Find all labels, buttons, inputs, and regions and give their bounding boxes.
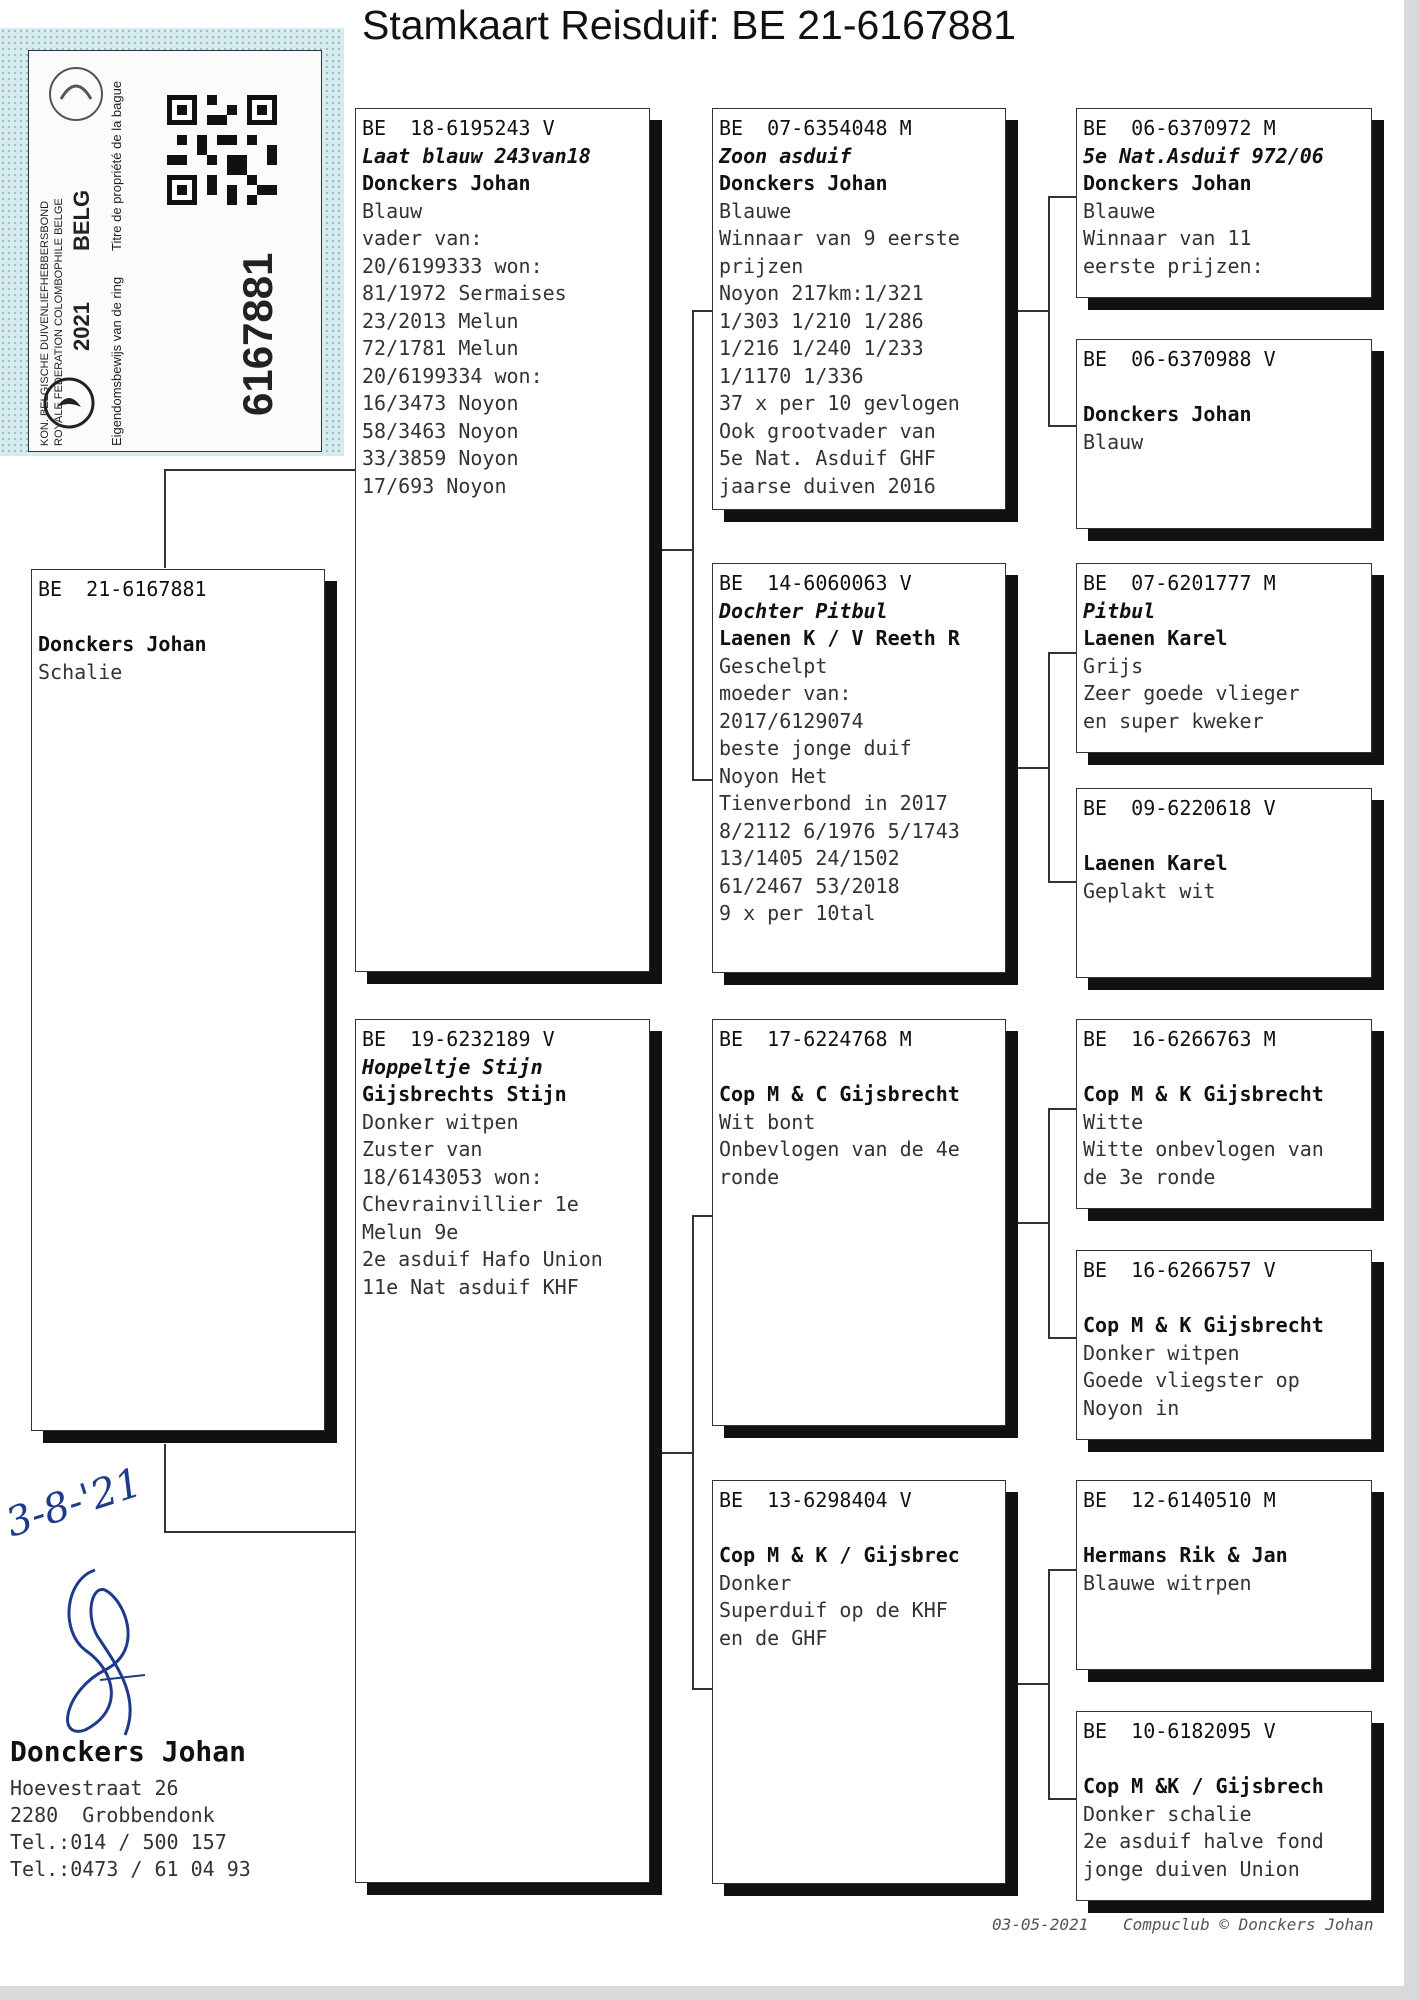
description-line: Noyon Het <box>719 763 828 788</box>
description-line: 2017/6129074 <box>719 708 864 733</box>
description-line: jaarse duiven 2016 <box>719 473 936 498</box>
description-line: 81/1972 Sermaises <box>362 281 567 305</box>
connector-line <box>1018 767 1048 769</box>
ring-number: BE 06-6370988 V <box>1083 347 1276 371</box>
breeder-street: Hoevestraat 26 <box>10 1776 179 1800</box>
pigeon-card-mfm <box>1076 1250 1372 1440</box>
description-line: 18/6143053 won: <box>362 1164 543 1189</box>
ring-number: BE 09-6220618 V <box>1083 796 1276 820</box>
ring-number: BE 16-6266757 V <box>1083 1258 1276 1282</box>
connector-line <box>1048 425 1076 427</box>
pigeon-name: Laat blauw 243van18 <box>362 143 591 168</box>
connector-line <box>1048 881 1076 883</box>
qr-code-icon <box>167 95 277 205</box>
ring-number: BE 21-6167881 <box>38 577 207 601</box>
connector-line <box>1048 1108 1050 1338</box>
pigeon-name: Hoppeltje Stijn <box>362 1054 543 1079</box>
owner-name: Laenen Karel <box>1083 626 1228 650</box>
description-line: 2e asduif halve fond <box>1083 1829 1324 1853</box>
description-line: Ook grootvader van <box>719 418 936 443</box>
pigeon-name: Dochter Pitbul <box>719 598 888 623</box>
olympiad-logo-icon <box>41 59 111 129</box>
ring-card-federation-nl: KON. BELGISCHE DUIVENLIEFHEBBERSBOND <box>39 200 51 446</box>
owner-name: Hermans Rik & Jan <box>1083 1543 1288 1567</box>
description-line: 9 x per 10tal <box>719 901 876 925</box>
pigeon-card-ff <box>712 108 1006 510</box>
description-line: ronde <box>719 1164 780 1189</box>
description-line: Tienverbond in 2017 <box>719 791 948 815</box>
description-line: 2e asduif Hafo Union <box>362 1247 603 1271</box>
description-line: Wit bont <box>719 1109 816 1134</box>
description-line: Noyon 217km:1/321 <box>719 281 924 305</box>
pigeon-card-mother <box>355 1019 650 1883</box>
signature-icon <box>45 1560 165 1750</box>
description-line: 72/1781 Melun <box>362 336 519 360</box>
description-line: Geschelpt <box>719 653 828 678</box>
description-line: Donker <box>719 1570 792 1595</box>
description-line: jonge duiven Union <box>1083 1856 1300 1881</box>
owner-name: Donckers Johan <box>1083 402 1252 426</box>
ring-card-number: 6167881 <box>234 252 281 416</box>
connector-line <box>1048 652 1076 654</box>
page-title: Stamkaart Reisduif: BE 21-6167881 <box>362 2 1017 48</box>
connector-line <box>1048 1108 1076 1110</box>
breeder-city: 2280 Grobbendonk <box>10 1803 215 1827</box>
connector-line <box>1048 196 1050 426</box>
ring-number: BE 07-6354048 M <box>719 116 912 140</box>
pigeon-card-mm <box>712 1480 1006 1884</box>
description-line: Blauw <box>362 198 423 223</box>
pigeon-card-mf <box>712 1019 1006 1426</box>
description-line: 8/2112 6/1976 5/1743 <box>719 818 960 843</box>
footer-credit: Compuclub © Donckers Johan <box>1123 1915 1374 1934</box>
connector-line <box>1048 1798 1076 1800</box>
pigeon-card-fm <box>712 563 1006 973</box>
footer-date: 03-05-2021 <box>992 1915 1089 1934</box>
ring-card-title-fr: Titre de propriété de la bague <box>109 80 124 251</box>
description-line: 17/693 Noyon <box>362 473 507 498</box>
description-line: Geplakt wit <box>1083 878 1216 903</box>
connector-line <box>1018 1222 1048 1224</box>
connector-line <box>1048 1569 1076 1571</box>
description-line: Winnaar van 9 eerste <box>719 226 960 250</box>
ring-card-inner <box>28 50 322 452</box>
breeder-name: Donckers Johan <box>10 1735 247 1768</box>
owner-name: Gijsbrechts Stijn <box>362 1082 567 1106</box>
pigeon-card-mmm <box>1076 1711 1372 1901</box>
owner-name: Donckers Johan <box>719 171 888 195</box>
description-line: Goede vliegster op <box>1083 1368 1300 1392</box>
description-line: beste jonge duif <box>719 736 912 760</box>
connector-line <box>692 1215 694 1689</box>
pigeon-card-fmf <box>1076 563 1372 753</box>
description-line: Witte <box>1083 1109 1144 1134</box>
description-line: 16/3473 Noyon <box>362 391 519 415</box>
connector-line <box>692 779 712 781</box>
description-line: prijzen <box>719 253 804 278</box>
ring-number: BE 16-6266763 M <box>1083 1027 1276 1051</box>
description-line: Superduif op de KHF <box>719 1598 948 1622</box>
owner-name: Cop M & C Gijsbrecht <box>719 1082 960 1106</box>
pigeon-card-mmf <box>1076 1480 1372 1670</box>
description-line: 1/303 1/210 1/286 <box>719 308 924 333</box>
description-line: Donker witpen <box>1083 1340 1240 1365</box>
connector-line <box>1048 1337 1076 1339</box>
description-line: 20/6199333 won: <box>362 253 543 278</box>
description-line: 11e Nat asduif KHF <box>362 1274 579 1299</box>
description-line: Schalie <box>38 659 123 684</box>
breeder-phone: Tel.:014 / 500 157 <box>10 1830 227 1854</box>
owner-name: Laenen K / V Reeth R <box>719 626 960 650</box>
connector-line <box>692 310 712 312</box>
description-line: 20/6199334 won: <box>362 363 543 388</box>
owner-name: Cop M & K / Gijsbrec <box>719 1543 960 1567</box>
pigeon-card-mff <box>1076 1019 1372 1209</box>
pigeon-name: Zoon asduif <box>719 143 852 168</box>
description-line: 1/216 1/240 1/233 <box>719 336 924 360</box>
connector-line <box>164 469 355 471</box>
description-line: Onbevlogen van de 4e <box>719 1137 960 1161</box>
description-line: 37 x per 10 gevlogen <box>719 391 960 415</box>
connector-line <box>660 1452 692 1454</box>
connector-line <box>660 549 692 551</box>
description-line: Winnaar van 11 <box>1083 226 1252 250</box>
description-line: Blauwe <box>719 198 792 223</box>
connector-line <box>1048 652 1050 882</box>
pigeon-card-ffm <box>1076 339 1372 529</box>
pigeon-name: 5e Nat.Asduif 972/06 <box>1083 143 1324 168</box>
description-line: 1/1170 1/336 <box>719 363 864 388</box>
ring-number: BE 06-6370972 M <box>1083 116 1276 140</box>
connector-line <box>164 1444 166 1532</box>
description-line: 23/2013 Melun <box>362 308 519 333</box>
ring-card <box>0 28 344 456</box>
description-line: Witte onbevlogen van <box>1083 1137 1324 1161</box>
description-line: Donker schalie <box>1083 1801 1252 1826</box>
owner-name: Cop M &K / Gijsbrech <box>1083 1774 1324 1798</box>
description-line: Grijs <box>1083 653 1144 678</box>
pigeon-card-fmm <box>1076 788 1372 978</box>
description-line: en de GHF <box>719 1625 828 1650</box>
ring-number: BE 19-6232189 V <box>362 1027 555 1051</box>
connector-line <box>1018 1683 1048 1685</box>
description-line: Zeer goede vlieger <box>1083 681 1300 705</box>
description-line: eerste prijzen: <box>1083 253 1264 278</box>
owner-name: Donckers Johan <box>38 632 207 656</box>
description-line: Blauw <box>1083 429 1144 454</box>
description-line: moeder van: <box>719 681 852 705</box>
owner-name: Donckers Johan <box>1083 171 1252 195</box>
description-line: 5e Nat. Asduif GHF <box>719 446 936 470</box>
handwritten-date: 3-8-'21 <box>0 1459 148 1547</box>
pigeon-card-father <box>355 108 650 972</box>
description-line: en super kweker <box>1083 708 1264 733</box>
description-line: Blauwe <box>1083 198 1156 223</box>
connector-line <box>1048 1569 1050 1799</box>
ring-card-year: 2021 <box>69 302 94 351</box>
ring-number: BE 07-6201777 M <box>1083 571 1276 595</box>
description-line: Blauwe witrpen <box>1083 1570 1252 1595</box>
connector-line <box>1018 310 1048 312</box>
description-line: 58/3463 Noyon <box>362 418 519 443</box>
ring-card-country: BELG <box>69 189 94 251</box>
connector-line <box>1048 196 1076 198</box>
description-line: Donker witpen <box>362 1109 519 1134</box>
connector-line <box>164 470 166 568</box>
description-line: de 3e ronde <box>1083 1164 1216 1189</box>
connector-line <box>692 1688 712 1690</box>
description-line: 33/3859 Noyon <box>362 446 519 470</box>
ring-number: BE 12-6140510 M <box>1083 1488 1276 1512</box>
pigeon-card-fff <box>1076 108 1372 298</box>
pigeon-name: Pitbul <box>1083 598 1156 623</box>
description-line: Melun 9e <box>362 1219 459 1244</box>
ring-number: BE 17-6224768 M <box>719 1027 912 1051</box>
ring-number: BE 10-6182095 V <box>1083 1719 1276 1743</box>
ring-number: BE 18-6195243 V <box>362 116 555 140</box>
owner-name: Cop M & K Gijsbrecht <box>1083 1313 1324 1337</box>
description-line: Zuster van <box>362 1137 483 1161</box>
ring-card-title-nl: Eigendomsbewijs van de ring <box>109 276 124 446</box>
owner-name: Cop M & K Gijsbrecht <box>1083 1082 1324 1106</box>
owner-name: Donckers Johan <box>362 171 531 195</box>
ring-number: BE 14-6060063 V <box>719 571 912 595</box>
description-line: Noyon in <box>1083 1395 1180 1420</box>
connector-line <box>692 1215 712 1217</box>
owner-name: Laenen Karel <box>1083 851 1228 875</box>
breeder-mobile: Tel.:0473 / 61 04 93 <box>10 1857 251 1881</box>
description-line: Chevrainvillier 1e <box>362 1192 579 1216</box>
description-line: 61/2467 53/2018 <box>719 873 900 898</box>
connector-line <box>692 310 694 780</box>
ring-card-federation-fr: ROYALE FEDERATION COLOMBOPHILE BELGE <box>53 198 65 446</box>
description-line: vader van: <box>362 226 483 250</box>
connector-line <box>164 1531 355 1533</box>
ring-number: BE 13-6298404 V <box>719 1488 912 1512</box>
pigeon-card-subject <box>31 569 325 1431</box>
description-line: 13/1405 24/1502 <box>719 846 900 870</box>
